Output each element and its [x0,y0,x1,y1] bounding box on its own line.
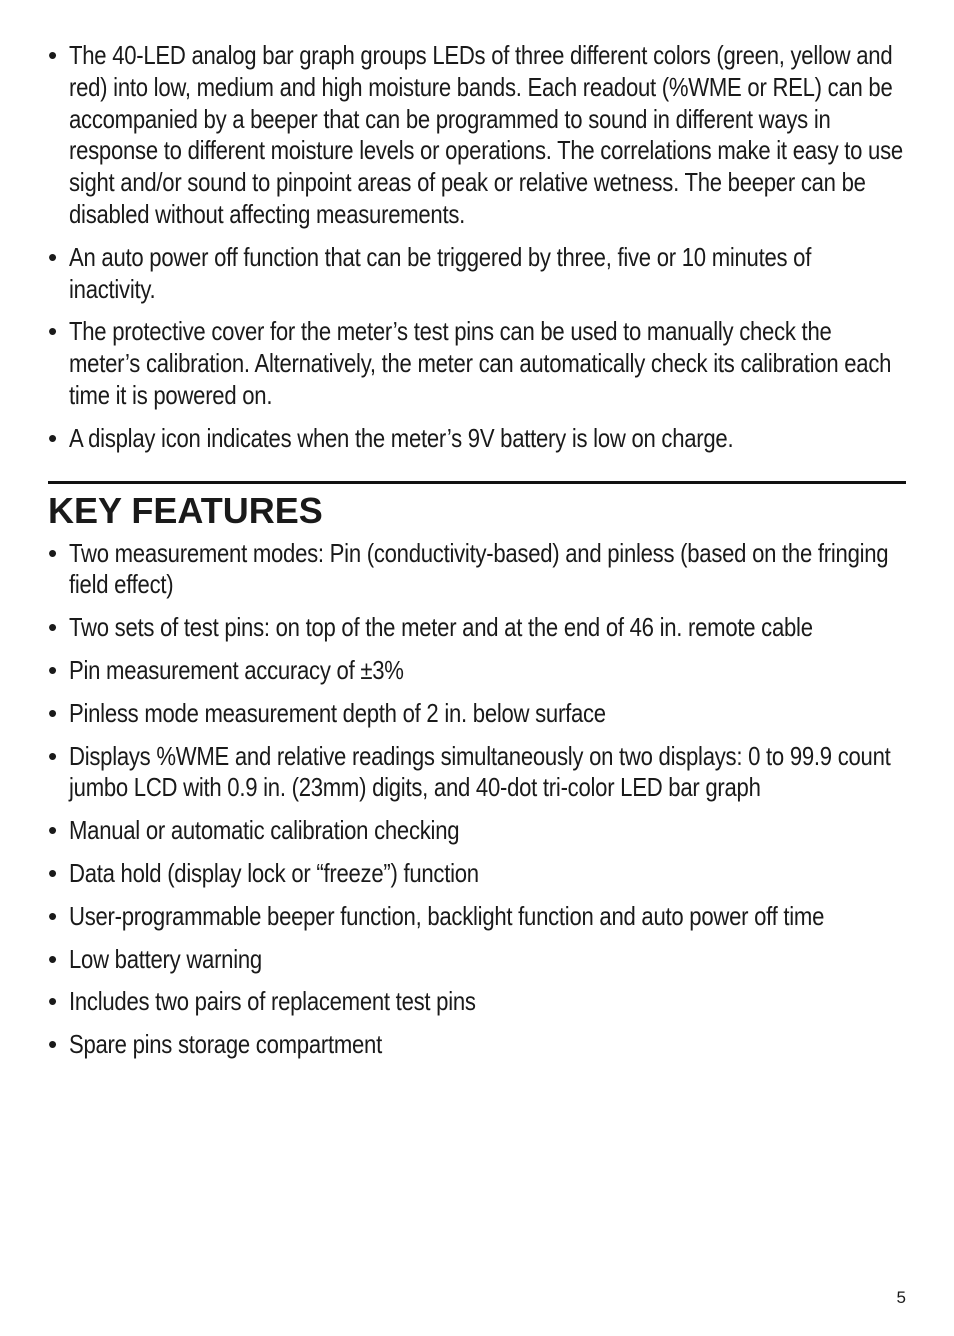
list-item: • Includes two pairs of replacement test pins [48,986,908,1018]
list-item: • The protective cover for the meter’s test pins can be used to manually check the meter’s calibration. Alternatively, the meter can automatically check its calibration each time it is powered on. [48,316,908,411]
intro-bullet-list [48,40,908,455]
list-item: • The 40-LED analog bar graph groups LEDs of three different colors (green, yellow and red) into low, medium and high moisture bands. Each readout (%WME or REL) can be accompanied by a beeper that can be programmed to sound in different ways in response to different moisture levels or operations. The correlations make it easy to use sight and/or sound to pinpoint areas of peak or relative wetness. The beeper can be disabled without affecting measurements. [48,40,908,231]
list-item: • A display icon indicates when the meter’s 9V battery is low on charge. [48,423,908,455]
document-page [48,40,908,1072]
list-item: • An auto power off function that can be triggered by three, five or 10 minutes of inactivity. [48,242,908,306]
list-item: • Low battery warning [48,944,908,976]
list-item: • Two measurement modes: Pin (conductivity-based) and pinless (based on the fringing field effect) [48,538,908,602]
section-heading: KEY FEATURES [48,489,323,531]
list-item: • Two sets of test pins: on top of the meter and at the end of 46 in. remote cable [48,612,908,644]
page-number: 5 [896,1288,906,1307]
list-item: • Displays %WME and relative readings simultaneously on two displays: 0 to 99.9 count jumbo LCD with 0.9 in. (23mm) digits, and 40-dot tri-color LED bar graph [48,741,908,805]
list-item: • Manual or automatic calibration checking [48,815,908,847]
section-divider [48,481,906,484]
list-item: • Spare pins storage compartment [48,1029,908,1061]
feature-bullet-list [48,538,908,1061]
list-item: • User-programmable beeper function, backlight function and auto power off time [48,901,908,933]
list-item: • Data hold (display lock or “freeze”) function [48,858,908,890]
list-item: • Pin measurement accuracy of ±3% [48,655,908,687]
list-item: • Pinless mode measurement depth of 2 in. below surface [48,698,908,730]
